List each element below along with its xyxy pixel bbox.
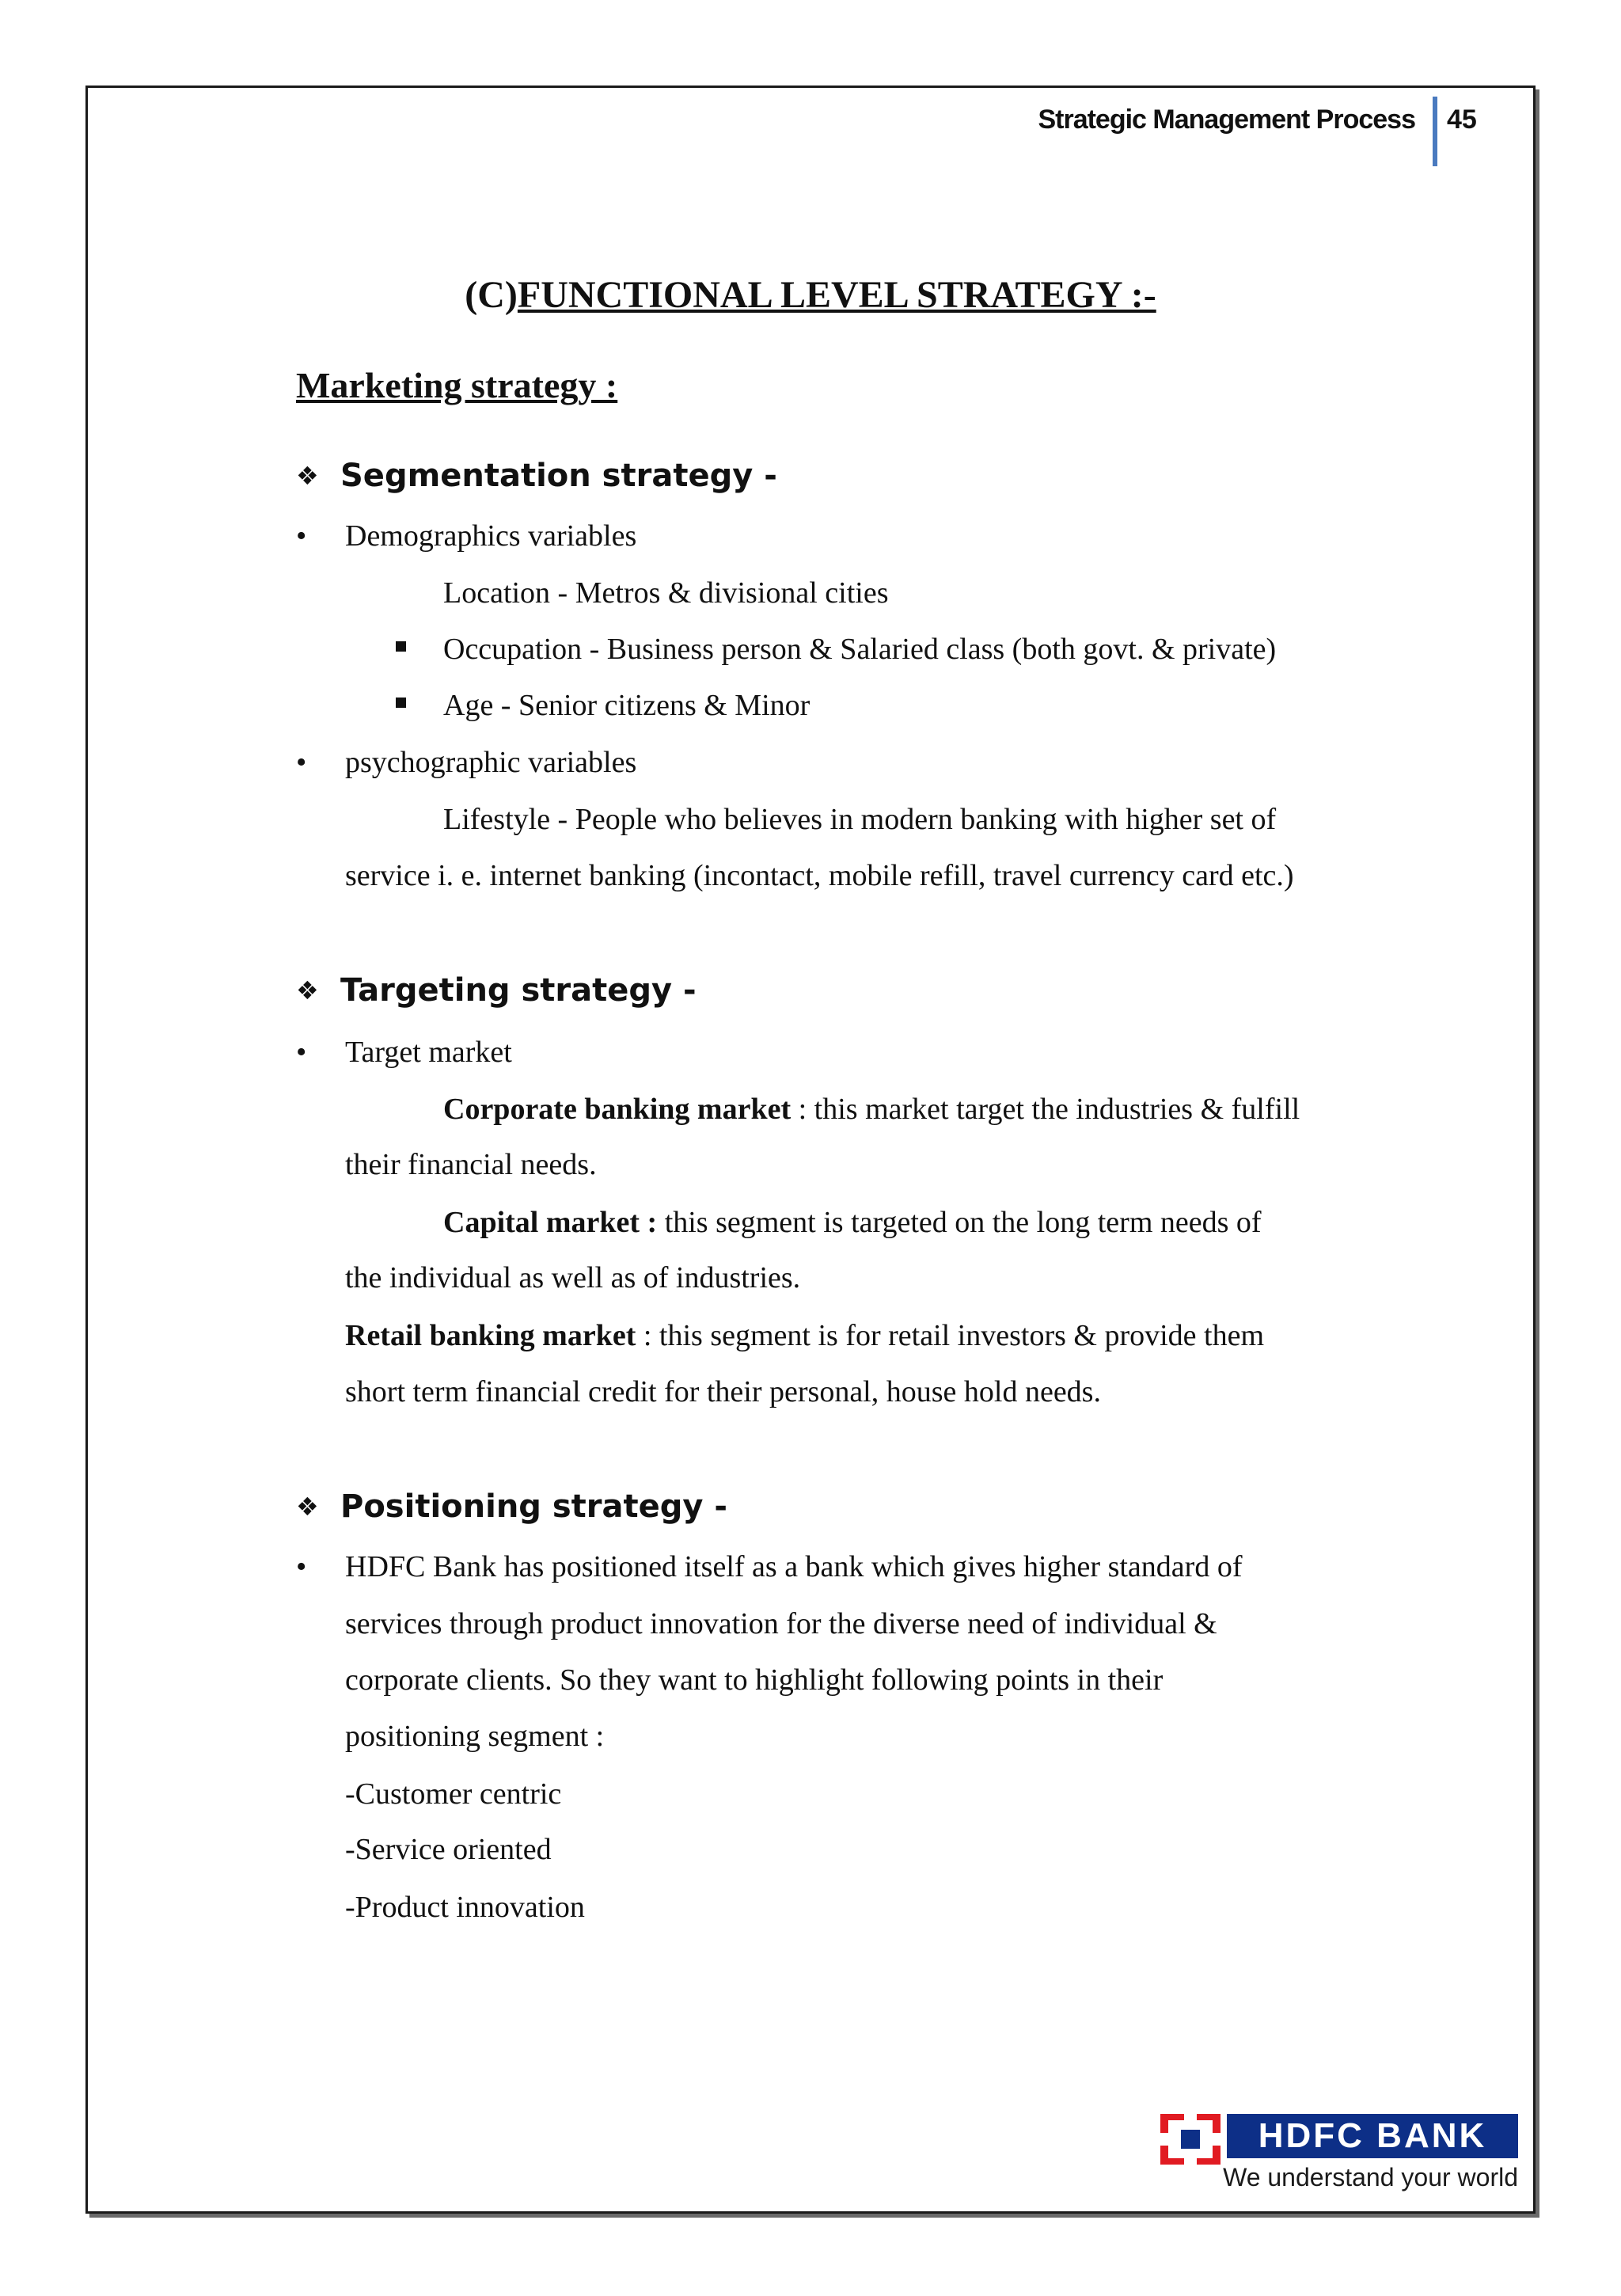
square-bullet-icon (396, 698, 406, 708)
capital-line-1 (443, 1207, 1262, 1237)
targeting-heading (296, 972, 697, 1009)
retail-text: : this segment is for retail investors & provide them (636, 1319, 1264, 1352)
positioning-line-2: services through product innovation for the diverse need of individual & (345, 1607, 1217, 1640)
bullet-dot-icon: • (296, 1036, 307, 1069)
diamond-bullet-icon: ❖ (296, 1492, 319, 1522)
logo-name: HDFC BANK (1227, 2114, 1518, 2158)
location-item: Location - Metros & divisional cities (443, 576, 889, 610)
corporate-line-2: their financial needs. (345, 1148, 597, 1181)
hdfc-bank-logo (1160, 2114, 1518, 2193)
square-bullet-icon (396, 641, 406, 652)
capital-line-2: the individual as well as of industries. (345, 1261, 801, 1294)
bullet-dot-icon: • (296, 519, 307, 553)
capital-text: this segment is targeted on the long term needs of (657, 1206, 1262, 1239)
positioning-point-2: -Service oriented (345, 1833, 552, 1866)
corporate-line-1 (443, 1094, 1300, 1124)
retail-label: Retail banking market (345, 1319, 636, 1352)
diamond-bullet-icon: ❖ (296, 975, 319, 1005)
target-market-item: Target market (345, 1036, 512, 1069)
title-prefix: (C) (465, 274, 518, 316)
segmentation-heading (296, 458, 777, 494)
retail-line-1 (345, 1321, 1264, 1351)
positioning-line-4: positioning segment : (345, 1720, 605, 1753)
segmentation-heading-text: Segmentation strategy - (340, 458, 777, 494)
positioning-heading (296, 1488, 727, 1525)
occupation-item: Occupation - Business person & Salaried class (both govt. & private) (443, 633, 1277, 666)
retail-line-2: short term financial credit for their personal, house hold needs. (345, 1375, 1101, 1408)
positioning-heading-text: Positioning strategy - (340, 1488, 727, 1525)
page-title (0, 273, 1621, 317)
positioning-point-1: -Customer centric (345, 1777, 562, 1811)
corporate-label: Corporate banking market (443, 1093, 792, 1126)
demographics-item: Demographics variables (345, 519, 637, 553)
section-subheading: Marketing strategy : (296, 365, 618, 405)
bullet-dot-icon: • (296, 1550, 307, 1583)
targeting-heading-text: Targeting strategy - (340, 972, 697, 1009)
title-text: FUNCTIONAL LEVEL STRATEGY :- (517, 274, 1156, 316)
capital-label: Capital market : (443, 1206, 658, 1239)
page-header (1013, 97, 1488, 168)
page-number: 45 (1447, 105, 1477, 135)
hdfc-logo-icon (1160, 2114, 1220, 2165)
positioning-line-3: corporate clients. So they want to highlight following points in their (345, 1663, 1164, 1697)
positioning-line-1: HDFC Bank has positioned itself as a bank which gives higher standard of (345, 1550, 1243, 1583)
psychographic-item: psychographic variables (345, 746, 637, 779)
logo-tagline: We understand your world (1223, 2163, 1518, 2191)
bullet-dot-icon: • (296, 746, 307, 779)
header-title: Strategic Management Process (1038, 105, 1415, 135)
age-item: Age - Senior citizens & Minor (443, 689, 810, 722)
header-divider (1433, 97, 1437, 166)
positioning-point-3: -Product innovation (345, 1891, 585, 1924)
lifestyle-line-2: service i. e. internet banking (incontact, mobile refill, travel currency card etc.) (345, 859, 1294, 892)
corporate-text: : this market target the industries & fulfill (791, 1093, 1300, 1126)
lifestyle-line-1: Lifestyle - People who believes in modern banking with higher set of (443, 803, 1277, 836)
diamond-bullet-icon: ❖ (296, 461, 319, 491)
